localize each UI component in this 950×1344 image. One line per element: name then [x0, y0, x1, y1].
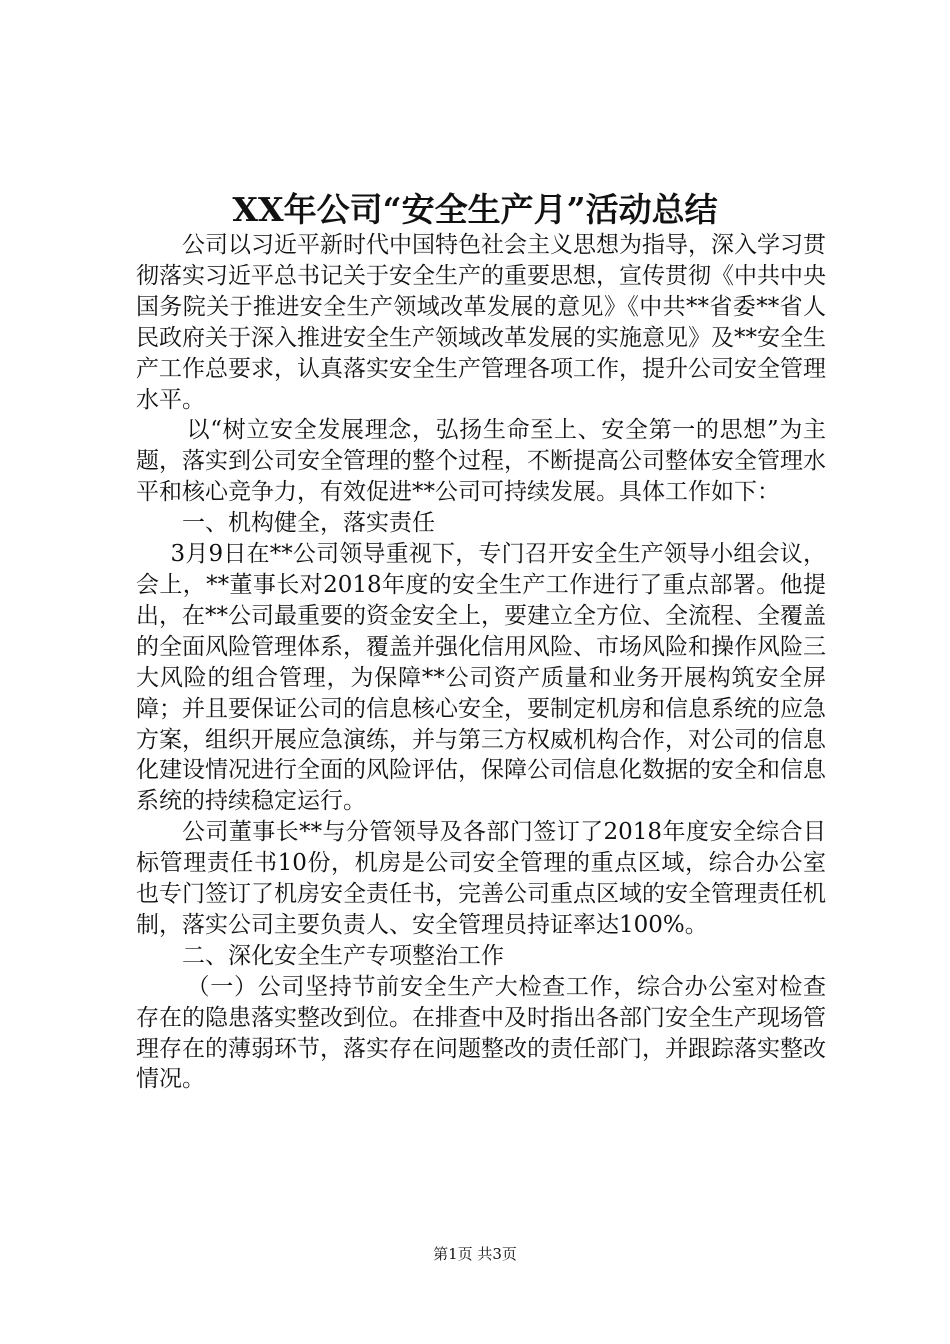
page-number: 第1页 共3页	[433, 1245, 517, 1263]
paragraph: 3月9日在**公司领导重视下，专门召开安全生产领导小组会议，会上，**董事长对2018年度的安全生产工作进行了重点部署。他提出，在**公司最重要的资金安全上，要建立全方位、全流程、全覆盖的全面风险管理体系，覆盖并强化信用风险、市场风险和操作风险三大风险的组合管理，为保障**公司资产质量和业务开展构筑安全屏障；并且要保证公司的信息核心安全，要制定机房和信息系统的应急方案，组织开展应急演练，并与第三方权威机构合作，对公司的信息化建设情况进行全面的风险评估，保障公司信息化数据的安全和信息系统的持续稳定运行。	[136, 541, 826, 815]
section-heading: 一、机构健全，落实责任	[182, 510, 435, 537]
paragraph: 公司董事长**与分管领导及各部门签订了2018年度安全综合目标管理责任书10份，机房是公司安全管理的重点区域，综合办公室也专门签订了机房安全责任书，完善公司重点区域的安全管理责任机制，落实公司主要负责人、安全管理员持证率达100%。	[136, 819, 826, 938]
paragraph: 公司以习近平新时代中国特色社会主义思想为指导，深入学习贯彻落实习近平总书记关于安全生产的重要思想，宣传贯彻《中共中央国务院关于推进安全生产领域改革发展的意见》《中共**省委**省人民政府关于深入推进安全生产领域改革发展的实施意见》及**安全生产工作总要求，认真落实安全生产管理各项工作，提升公司安全管理水平。	[136, 232, 826, 413]
paragraph: （一）公司坚持节前安全生产大检查工作，综合办公室对检查存在的隐患落实整改到位。在排查中及时指出各部门安全生产现场管理存在的薄弱环节，落实存在问题整改的责任部门，并跟踪落实整改情况。	[136, 973, 826, 1093]
paragraph: 以“树立安全发展理念，弘扬生命至上、安全第一的思想”为主题，落实到公司安全管理的整个过程，不断提高公司整体安全管理水平和核心竞争力，有效促进**公司可持续发展。具体工作如下：	[136, 417, 826, 506]
document-title: XX年公司“安全生产月”活动总结	[232, 190, 718, 229]
section-heading: 二、深化安全生产专项整治工作	[182, 942, 504, 969]
document-body	[136, 230, 826, 1095]
